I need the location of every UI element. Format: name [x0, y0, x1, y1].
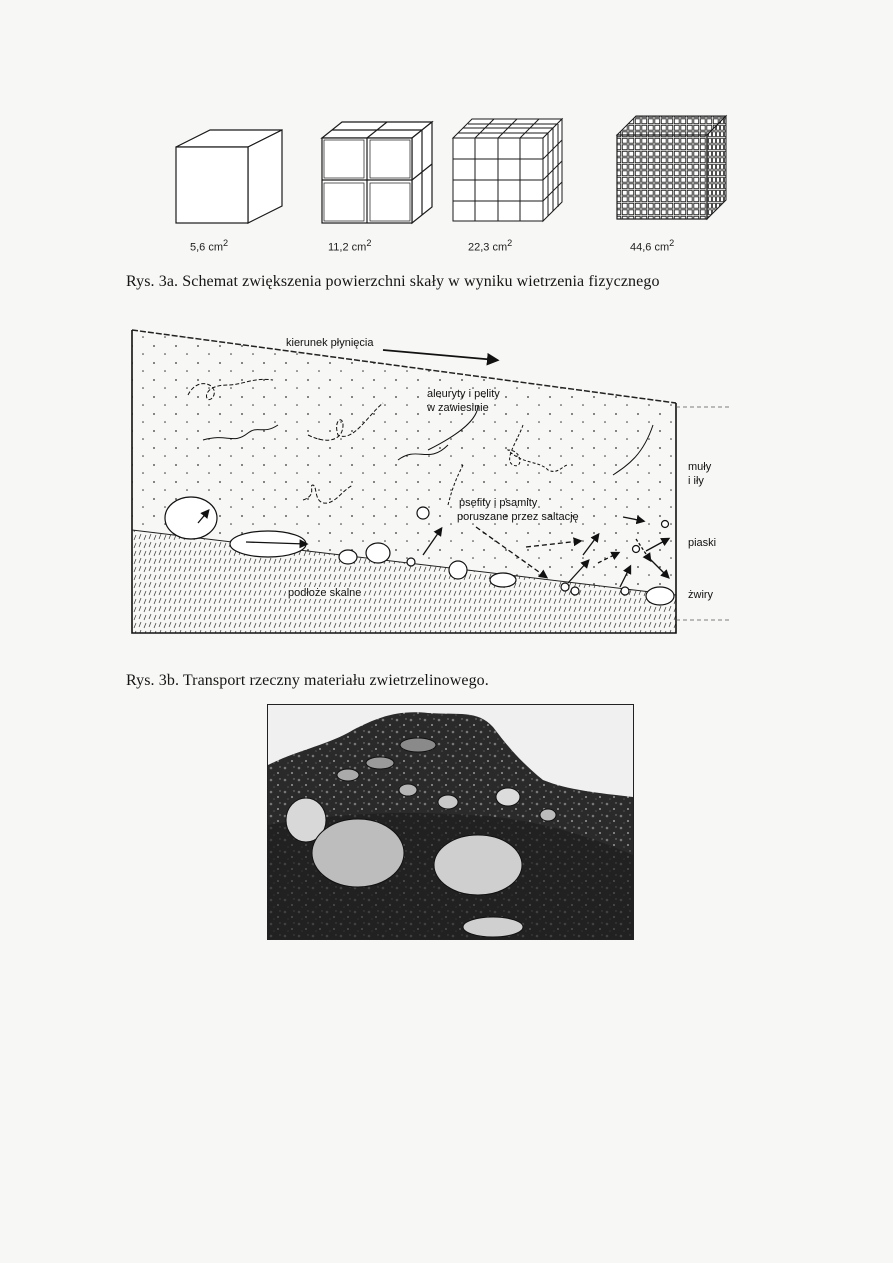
river-transport-diagram: [128, 325, 738, 643]
photo-drawing: [268, 705, 633, 939]
area-label-3: 22,3 $cm^2$: [468, 238, 513, 254]
suspension-label-1: aleuryty i pelity: [427, 388, 500, 400]
cube-4-split-512: [617, 116, 726, 219]
flow-direction-arrow: [383, 350, 496, 360]
cube-2-split-8: [322, 122, 432, 223]
cube-diagram: [160, 105, 740, 235]
saltation-label-2: poruszane przez saltację: [457, 511, 579, 523]
suspension-label-2: w zawiesinie: [427, 402, 489, 414]
caption-figure-3a: Rys. 3a. Schemat zwiększenia powierzchni skały w wyniku wietrzenia fizycznego: [126, 273, 660, 290]
saltation-label-1: psefity i psamity: [459, 497, 538, 509]
side-label-gravel: żwiry: [688, 589, 714, 601]
bedrock-label: podłoże skalne: [288, 587, 362, 599]
rock-outcrop-photo: [267, 704, 634, 940]
cube-1-whole: [176, 130, 282, 223]
caption-figure-3b: Rys. 3b. Transport rzeczny materiału zwietrzelinowego.: [126, 672, 489, 689]
area-label-4: 44,6 $cm^2$: [630, 238, 675, 254]
area-label-1: 5,6 $cm^2$: [190, 238, 229, 254]
side-label-mud: muły i iły: [688, 461, 712, 487]
cube-3-split-64: [453, 119, 562, 221]
area-label-2: 11,2 $cm^2$: [328, 238, 372, 254]
side-label-sand: piaski: [688, 537, 717, 549]
flow-direction-label: kierunek płynięcia: [286, 337, 374, 349]
